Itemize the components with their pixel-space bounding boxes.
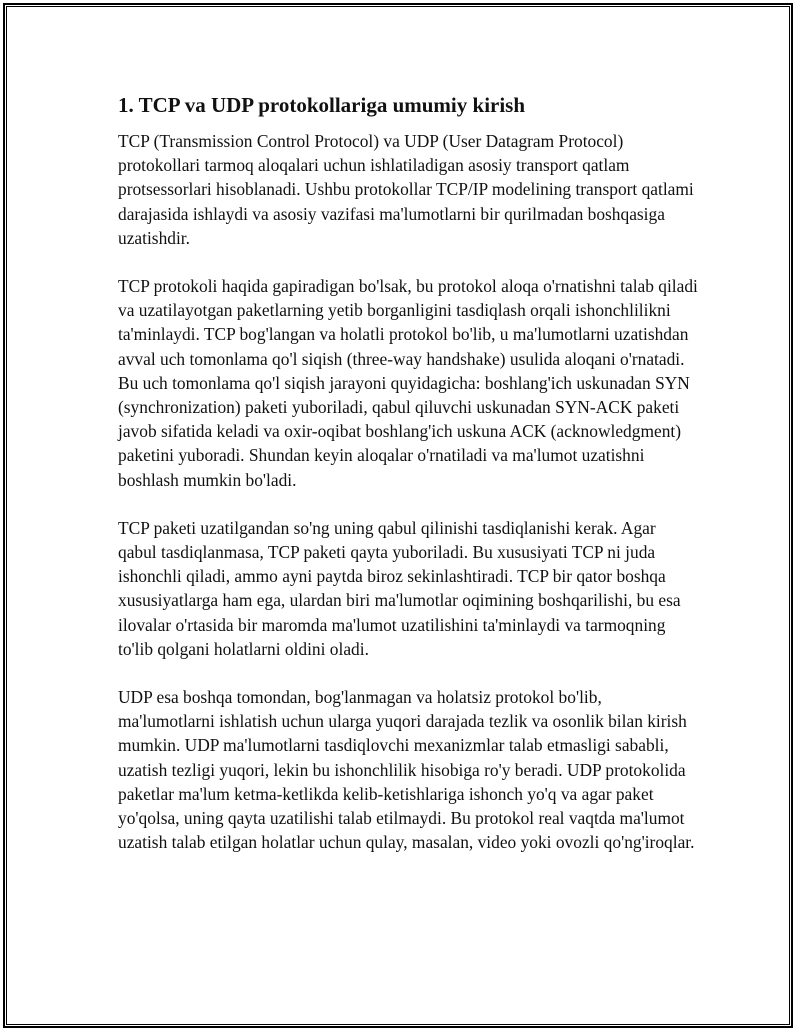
- document-body: [118, 92, 698, 878]
- paragraph-tcp-reliability: TCP paketi uzatilgandan so'ng uning qabul qilinishi tasdiqlanishi kerak. Agar qabul tasdiqlanmasa, TCP paketi qayta yuboriladi. Bu xususiyati TCP ni juda ishonchli qiladi, ammo ayni paytda biroz sekinlashtiradi. TCP bir qator boshqa xususiyatlarga ham ega, ulardan biri ma'lumotlar oqimining boshqarilishi, bu esa ilovalar o'rtasida bir maromda ma'lumot uzatilishini ta'minlaydi va tarmoqning to'lib qolgani holatlarni oldini oladi.: [118, 517, 681, 659]
- section-heading: 1. TCP va UDP protokollariga umumiy kirish: [118, 93, 526, 117]
- paragraph-intro: TCP (Transmission Control Protocol) va UDP (User Datagram Protocol) protokollari tarmoq aloqalari uchun ishlatiladigan asosiy transport qatlam protsessorlari hisoblanadi. Ushbu protokollar TCP/IP modelining transport qatlami darajasida ishlaydi va asosiy vazifasi ma'lumotlarni bir qurilmadan boshqasiga uzatishdir.: [118, 131, 694, 248]
- paragraph-tcp: TCP protokoli haqida gapiradigan bo'lsak, bu protokol aloqa o'rnatishni talab qiladi va uzatilayotgan paketlarning yetib borganligini tasdiqlash orqali ishonchlilikni ta'minlaydi. TCP bog'langan va holatli protokol bo'lib, u ma'lumotlarni uzatishdan avval uch tomonlama qo'l siqish (three-way handshake) usulida aloqani o'rnatadi. Bu uch tomonlama qo'l siqish jarayoni quyidagicha: boshlang'ich uskunadan SYN (synchronization) paketi yuboriladi, qabul qiluvchi uskunadan SYN-ACK paketi javob sifatida keladi va oxir-oqibat boshlang'ich uskuna ACK (acknowledgment) paketini yuboradi. Shundan keyin aloqalar o'rnatiladi va ma'lumot uzatishni boshlash mumkin bo'ladi.: [118, 276, 698, 490]
- paragraph-udp: UDP esa boshqa tomondan, bog'lanmagan va holatsiz protokol bo'lib, ma'lumotlarni ishlatish uchun ularga yuqori darajada tezlik va osonlik bilan kirish mumkin. UDP ma'lumotlarni tasdiqlovchi mexanizmlar talab etmasligi sababli, uzatish tezligi yuqori, lekin bu ishonchlilik hisobiga ro'y beradi. UDP protokolida paketlar ma'lum ketma-ketlikda kelib-ketishlariga ishonch yo'q va agar paket yo'qolsa, uning qayta uzatilishi talab etilmaydi. Bu protokol real vaqtda ma'lumot uzatish talab etilgan holatlar uchun qulay, masalan, video yoki ovozli qo'ng'iroqlar.: [118, 687, 695, 853]
